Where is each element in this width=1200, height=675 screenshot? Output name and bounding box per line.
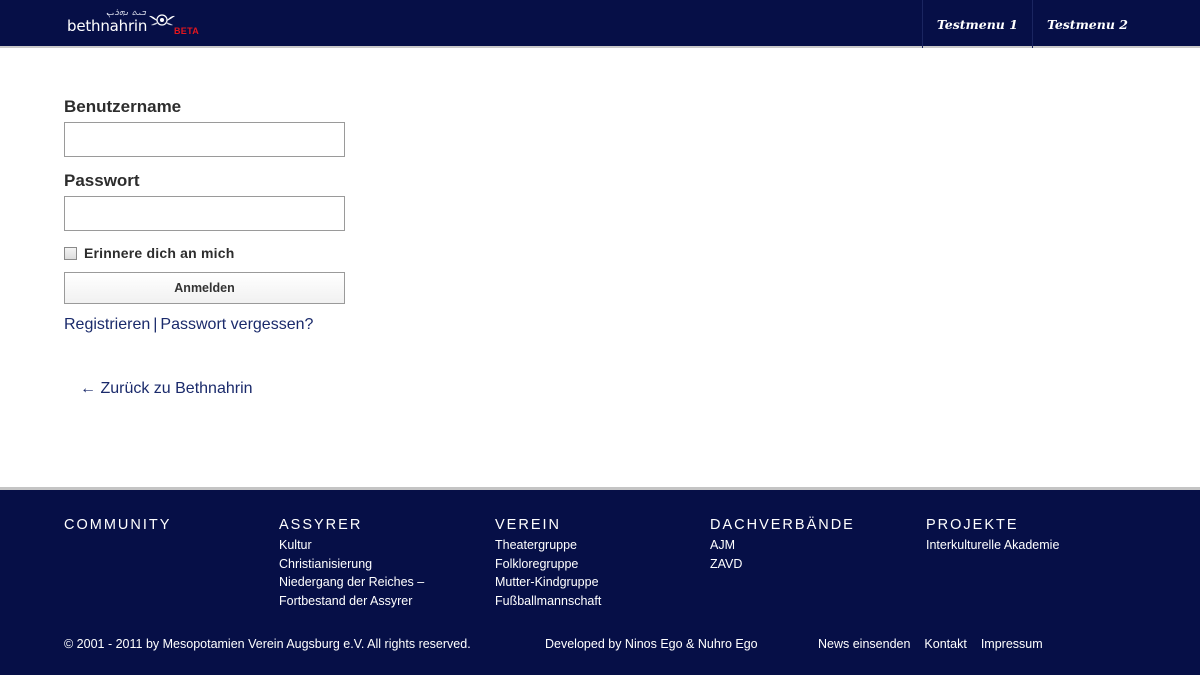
password-label: Passwort <box>64 171 140 190</box>
footer-link[interactable]: Interkulturelle Akademie <box>926 538 1060 552</box>
footer-column-title[interactable]: DACHVERBÄNDE <box>710 517 855 533</box>
account-links <box>64 316 364 334</box>
link-separator: | <box>153 316 158 333</box>
forgot-password-link[interactable]: Passwort vergessen? <box>160 316 314 333</box>
login-form <box>64 97 364 334</box>
footer-link[interactable]: Kultur <box>279 538 312 552</box>
footer-utility-links <box>818 637 1043 651</box>
remember-me-row <box>64 245 364 261</box>
footer-link[interactable]: Folkloregruppe <box>495 556 579 571</box>
footer-column-title[interactable]: ASSYRER <box>279 517 363 533</box>
footer-link[interactable]: Fußballmannschaft <box>495 593 602 608</box>
logo-script-text: ܒܝܬ ܢܗܪܝܢ <box>106 8 146 18</box>
logo-emblem-icon <box>149 11 175 28</box>
username-label: Benutzername <box>64 97 182 116</box>
footer-link[interactable]: Christianisierung <box>279 556 373 571</box>
contact-link[interactable]: Kontakt <box>924 637 967 651</box>
top-navigation <box>922 0 1142 48</box>
username-input[interactable] <box>64 122 345 157</box>
footer-link[interactable]: Fortbestand der Assyrer <box>279 593 413 608</box>
login-button[interactable]: Anmelden <box>64 272 345 304</box>
footer-column-title[interactable]: COMMUNITY <box>64 517 172 533</box>
footer-link[interactable]: AJM <box>710 538 735 552</box>
nav-item-testmenu-1[interactable]: Testmenu 1 <box>922 0 1032 48</box>
footer-column-verein <box>495 517 695 610</box>
site-header <box>0 0 1200 48</box>
site-logo[interactable] <box>66 8 206 40</box>
remember-me-label: Erinnere dich an mich <box>84 245 235 261</box>
footer-link[interactable]: Mutter-Kindgruppe <box>495 575 599 589</box>
beta-badge: BETA <box>174 26 200 36</box>
nav-item-testmenu-2[interactable]: Testmenu 2 <box>1032 0 1142 48</box>
back-to-home-link[interactable]: ← Zurück zu Bethnahrin <box>80 380 253 397</box>
developer-credit: Developed by Ninos Ego & Nuhro Ego <box>545 637 758 651</box>
footer-column-dachverbaende <box>710 517 910 573</box>
footer-column-assyrer <box>279 517 479 610</box>
footer-column-projekte <box>926 517 1126 555</box>
footer-link[interactable]: Theatergruppe <box>495 538 578 552</box>
site-footer <box>0 487 1200 675</box>
logo-text: bethnahrin <box>67 17 148 35</box>
footer-link[interactable]: ZAVD <box>710 556 743 571</box>
footer-column-title[interactable]: VEREIN <box>495 517 561 533</box>
imprint-link[interactable]: Impressum <box>980 637 1043 651</box>
copyright-text: © 2001 - 2011 by Mesopotamien Verein Augsburg e.V. All rights reserved. <box>64 637 471 651</box>
password-input[interactable] <box>64 196 345 231</box>
register-link[interactable]: Registrieren <box>64 316 151 333</box>
footer-column-title[interactable]: PROJEKTE <box>926 517 1019 533</box>
footer-link[interactable]: Niedergang der Reiches – <box>279 575 425 589</box>
news-submit-link[interactable]: News einsenden <box>818 637 911 651</box>
remember-me-checkbox[interactable] <box>64 247 77 260</box>
footer-column-community <box>64 517 264 536</box>
